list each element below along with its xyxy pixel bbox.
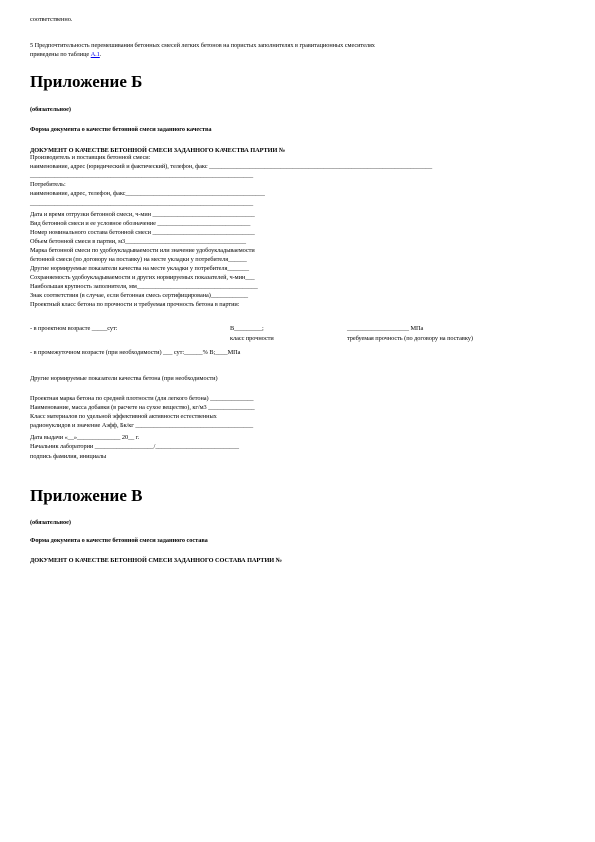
form-line: Марка бетонной смеси по удобоукладываемости или значение удобоукладываемости (30, 247, 255, 254)
note-5-line-1: 5 Предпочтительность перемешивания бетонных смесей легких бетонов на пористых заполнителях в гравитационных смесителях (30, 42, 375, 49)
appendix-b-form-title: Форма документа о качестве бетонной смеси заданного качества (30, 126, 212, 133)
required-strength-field: ____________________ МПа (347, 325, 424, 332)
form-line: Дата и время отгрузки бетонной смеси, ч-мин _________________________________ (30, 211, 255, 218)
form-line: Другие нормируемые показатели качества на месте укладки у потребителя_______ (30, 265, 249, 272)
form-line: ________________________________________________________________________ (30, 200, 254, 207)
form-line: бетонной смеси (по договору на поставку) на месте укладки у потребителя______ (30, 256, 247, 263)
form-line: Знак соответствия (в случае, если бетонная смесь сертифицирована)____________ (30, 292, 249, 299)
form-line: Потребитель: (30, 181, 66, 188)
form-line: Наименование, масса добавки (в расчете на сухое вещество), кг/м3 _______________ (30, 404, 255, 411)
form-line: Номер номинального состава бетонной смеси _________________________________ (30, 229, 255, 236)
note-5-prefix: приведены по таблице (30, 51, 91, 58)
form-line: Производитель и поставщик бетонной смеси: (30, 154, 151, 161)
strength-class-caption: класс прочности (230, 335, 274, 342)
appendix-b-doc-title: ДОКУМЕНТ О КАЧЕСТВЕ БЕТОННОЙ СМЕСИ ЗАДАННОГО КАЧЕСТВА ПАРТИИ № (30, 147, 286, 154)
form-line: Класс материалов по удельной эффективной активности естественных (30, 413, 217, 420)
form-line: наименование, адрес (юридический и фактический), телефон, факс ________________________________________________________________________ (30, 163, 433, 170)
form-line: Наибольшая крупность заполнителя, мм_______________________________________ (30, 283, 258, 290)
design-age-line: - в проектном возрасте _____сут: (30, 325, 118, 332)
form-line: Сохраняемость удобоукладываемости и других нормируемых показателей, ч-мин___ (30, 274, 255, 281)
lab-head-line: Начальник лаборатории ___________________/___________________________ (30, 443, 239, 450)
appendix-v-doc-title: ДОКУМЕНТ О КАЧЕСТВЕ БЕТОННОЙ СМЕСИ ЗАДАННОГО СОСТАВА ПАРТИИ № (30, 557, 282, 564)
signature-caption: подпись фамилия, инициалы (30, 453, 107, 460)
form-line: Объем бетонной смеси в партии, м3_______________________________________ (30, 238, 246, 245)
appendix-v-form-title: Форма документа о качестве бетонной смеси заданного состава (30, 537, 208, 544)
note-5-line-2 (30, 51, 101, 58)
form-line: наименование, адрес, телефон, факс_____________________________________________ (30, 190, 265, 197)
note-5-suffix: . (99, 51, 102, 58)
form-line: радионуклидов и значение Аэфф, Бк/кг ______________________________________ (30, 422, 254, 429)
interim-age-line: - в промежуточном возрасте (при необходимости) ___ сут:______% В;____МПа (30, 349, 241, 356)
strength-class-field: В_________; (230, 325, 264, 332)
required-strength-caption: требуемая прочность (по договору на поставку) (347, 335, 473, 342)
other-indicators-line: Другие нормируемые показатели качества бетона (при необходимости) (30, 375, 218, 382)
appendix-v-mandatory: (обязательное) (30, 519, 71, 526)
continuation-text: соответственно. (30, 16, 73, 23)
appendix-b-heading: Приложение Б (30, 72, 143, 91)
form-line: ________________________________________________________________________ (30, 172, 254, 179)
form-line: Вид бетонной смеси и ее условное обозначение ______________________________ (30, 220, 251, 227)
form-line: Проектный класс бетона по прочности и требуемая прочность бетона в партии: (30, 301, 240, 308)
appendix-b-mandatory: (обязательное) (30, 106, 71, 113)
issue-date-line: Дата выдачи «__»______________ 20__ г. (30, 434, 140, 441)
appendix-v-heading: Приложение В (30, 486, 143, 505)
table-a1-link[interactable]: А.1 (90, 51, 100, 58)
form-line: Проектная марка бетона по средней плотности (для легкого бетона) ______________ (30, 395, 254, 402)
